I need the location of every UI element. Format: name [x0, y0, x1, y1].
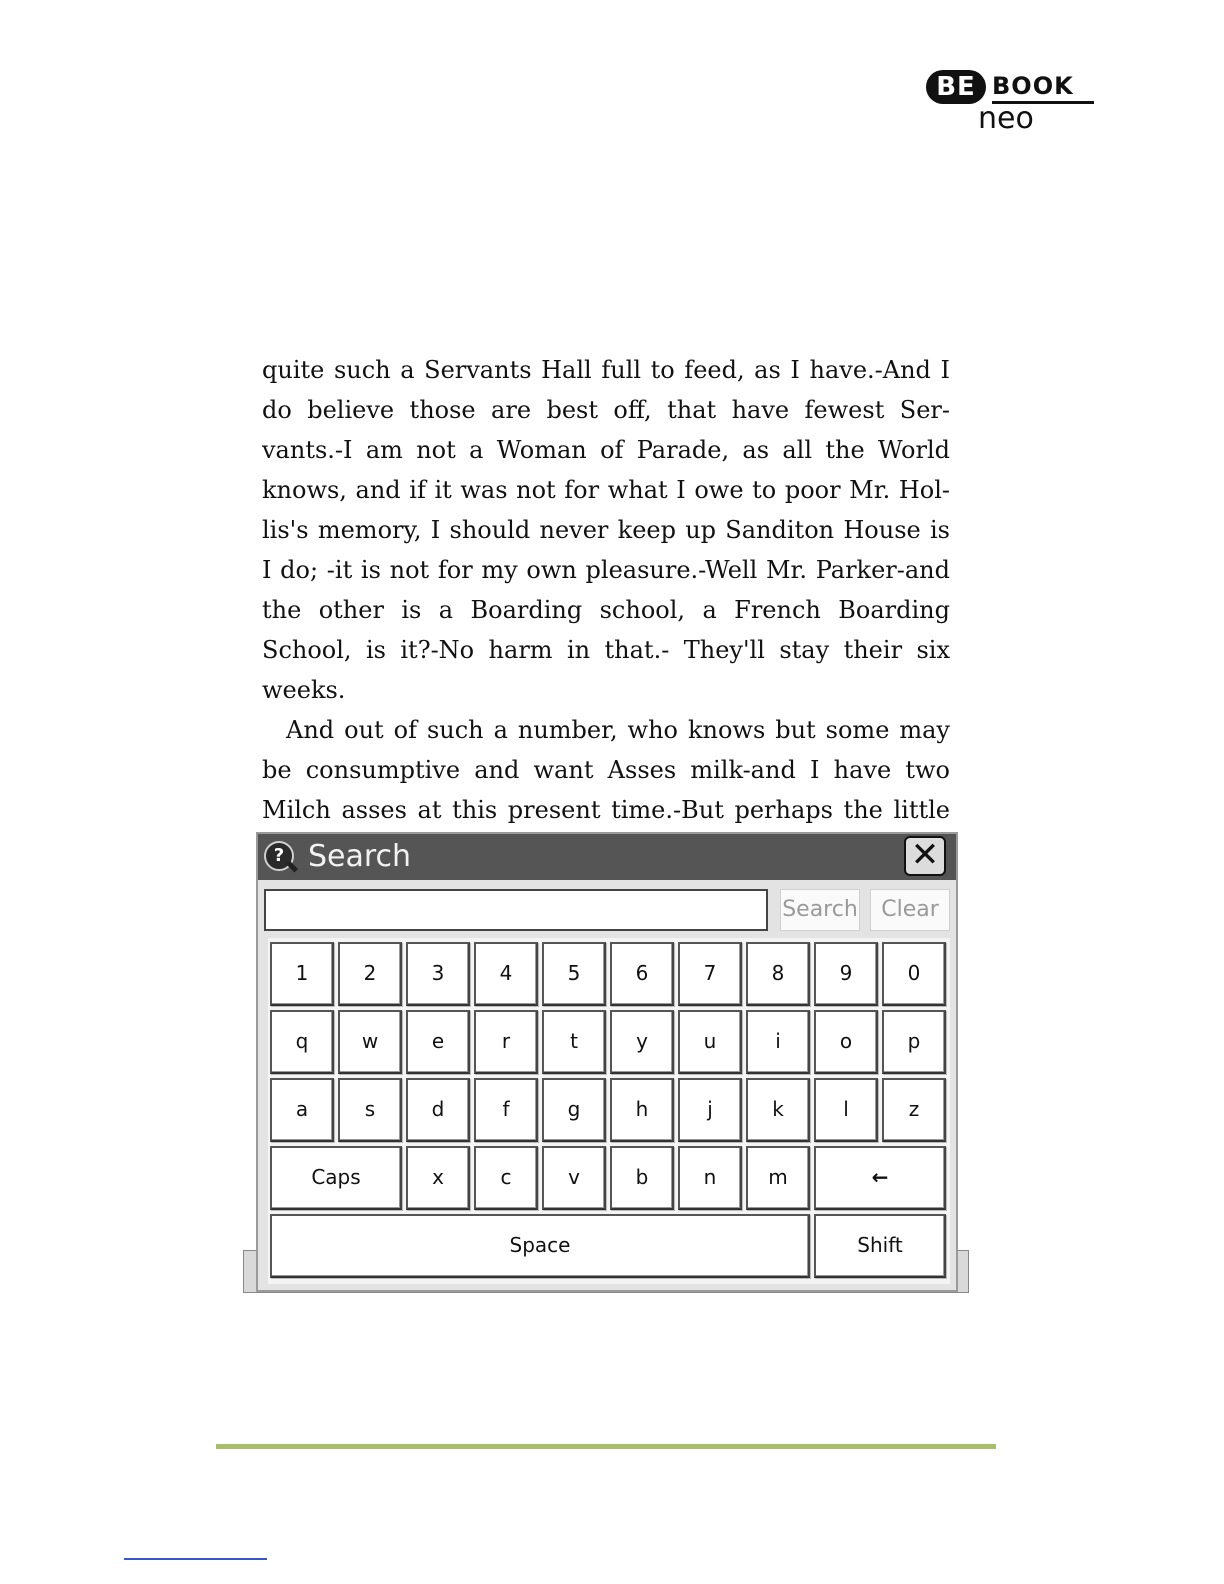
key-n[interactable]: n — [678, 1146, 742, 1210]
logo-be-mark: BE — [926, 70, 986, 104]
key-y[interactable]: y — [610, 1010, 674, 1074]
key-3[interactable]: 3 — [406, 942, 470, 1006]
key-f[interactable]: f — [474, 1078, 538, 1142]
key-s[interactable]: s — [338, 1078, 402, 1142]
close-icon[interactable]: ✕ — [904, 836, 946, 876]
search-input[interactable] — [264, 889, 768, 931]
on-screen-keyboard — [268, 938, 950, 1284]
search-button[interactable]: Search — [780, 889, 860, 931]
key-e[interactable]: e — [406, 1010, 470, 1074]
key-j[interactable]: j — [678, 1078, 742, 1142]
key-m[interactable]: m — [746, 1146, 810, 1210]
logo-neo-text: neo — [978, 101, 1034, 136]
key-d[interactable]: d — [406, 1078, 470, 1142]
key-r[interactable]: r — [474, 1010, 538, 1074]
search-dialog-title: Search — [308, 839, 412, 874]
logo-book-text: BOOK — [992, 72, 1074, 100]
text-line: lis's memory, I should never keep up Sanditon House is — [262, 516, 950, 544]
text-line: do believe those are best off, that have fewest Ser- — [262, 396, 950, 424]
key-l[interactable]: l — [814, 1078, 878, 1142]
key-9[interactable]: 9 — [814, 942, 878, 1006]
space-key[interactable]: Space — [270, 1214, 810, 1278]
text-line: be consumptive and want Asses milk-and I have two — [262, 756, 950, 784]
key-2[interactable]: 2 — [338, 942, 402, 1006]
key-8[interactable]: 8 — [746, 942, 810, 1006]
key-1[interactable]: 1 — [270, 942, 334, 1006]
reader-page-text — [262, 350, 950, 830]
text-line: weeks. — [262, 676, 346, 704]
key-x[interactable]: x — [406, 1146, 470, 1210]
key-a[interactable]: a — [270, 1078, 334, 1142]
key-t[interactable]: t — [542, 1010, 606, 1074]
key-4[interactable]: 4 — [474, 942, 538, 1006]
footer-rule — [216, 1444, 996, 1449]
caps-key[interactable]: Caps — [270, 1146, 402, 1210]
key-k[interactable]: k — [746, 1078, 810, 1142]
text-line: vants.-I am not a Woman of Parade, as all the World — [262, 436, 950, 464]
text-line: the other is a Boarding school, a French Boarding — [262, 596, 950, 624]
key-i[interactable]: i — [746, 1010, 810, 1074]
key-v[interactable]: v — [542, 1146, 606, 1210]
key-w[interactable]: w — [338, 1010, 402, 1074]
key-7[interactable]: 7 — [678, 942, 742, 1006]
text-line: knows, and if it was not for what I owe to poor Mr. Hol- — [262, 476, 950, 504]
search-dialog-titlebar — [258, 834, 956, 880]
backspace-key[interactable]: ← — [814, 1146, 946, 1210]
key-6[interactable]: 6 — [610, 942, 674, 1006]
text-line: quite such a Servants Hall full to feed, as I have.-And I — [262, 356, 950, 384]
key-z[interactable]: z — [882, 1078, 946, 1142]
text-line: I do; -it is not for my own pleasure.-Well Mr. Parker-and — [262, 556, 950, 584]
clear-button[interactable]: Clear — [870, 889, 950, 931]
key-h[interactable]: h — [610, 1078, 674, 1142]
text-line: School, is it?-No harm in that.- They'll stay their six — [262, 636, 950, 664]
key-g[interactable]: g — [542, 1078, 606, 1142]
text-line: Milch asses at this present time.-But perhaps the little — [262, 796, 950, 824]
bottom-link-rule — [124, 1558, 267, 1560]
key-u[interactable]: u — [678, 1010, 742, 1074]
shift-key[interactable]: Shift — [814, 1214, 946, 1278]
key-b[interactable]: b — [610, 1146, 674, 1210]
magnifier-handle-icon — [286, 860, 298, 872]
key-c[interactable]: c — [474, 1146, 538, 1210]
search-dialog — [256, 832, 958, 1292]
bebook-neo-logo — [926, 68, 1096, 138]
key-o[interactable]: o — [814, 1010, 878, 1074]
key-0[interactable]: 0 — [882, 942, 946, 1006]
key-p[interactable]: p — [882, 1010, 946, 1074]
text-line: And out of such a number, who knows but some may — [286, 716, 950, 744]
help-search-icon[interactable]: ? — [264, 841, 294, 871]
key-5[interactable]: 5 — [542, 942, 606, 1006]
key-q[interactable]: q — [270, 1010, 334, 1074]
